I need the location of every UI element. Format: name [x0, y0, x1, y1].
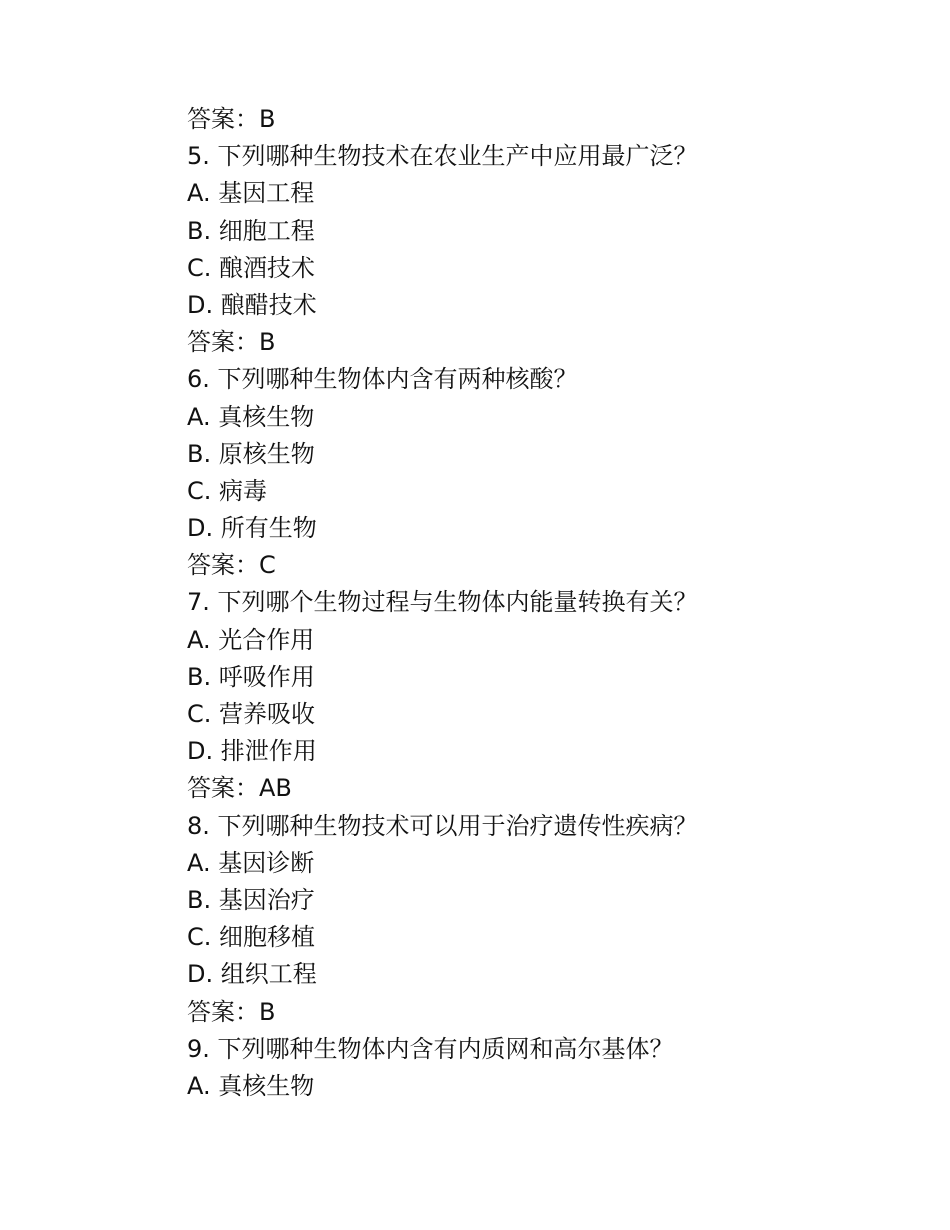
option-line: B. 呼吸作用: [187, 662, 315, 691]
option-line: B. 基因治疗: [187, 885, 315, 914]
question-9: 9. 下列哪种生物体内含有内质网和高尔基体？: [187, 1034, 674, 1063]
option-line: A. 光合作用: [187, 625, 315, 654]
option-line: B. 细胞工程: [187, 216, 315, 245]
question-7: 7. 下列哪个生物过程与生物体内能量转换有关？: [187, 588, 698, 617]
option-line: D. 所有生物: [187, 514, 317, 543]
answer-line: 答案：B: [187, 105, 276, 133]
question-5: 5. 下列哪种生物技术在农业生产中应用最广泛？: [187, 142, 698, 171]
option-line: A. 真核生物: [187, 402, 315, 431]
option-line: A. 真核生物: [187, 1071, 315, 1100]
question-list: [187, 101, 887, 1105]
option-line: D. 排泄作用: [187, 737, 317, 766]
answer-line: 答案：B: [187, 328, 276, 357]
option-line: B. 原核生物: [187, 439, 315, 468]
question-6: 6. 下列哪种生物体内含有两种核酸？: [187, 365, 578, 394]
option-line: C. 细胞移植: [187, 923, 316, 952]
option-line: D. 组织工程: [187, 960, 317, 989]
option-line: C. 病毒: [187, 476, 268, 505]
answer-line: 答案：B: [187, 997, 276, 1026]
answer-line: 答案：C: [187, 551, 276, 580]
option-line: C. 营养吸收: [187, 700, 316, 728]
question-8: 8. 下列哪种生物技术可以用于治疗遗传性疾病？: [187, 811, 698, 840]
answer-line: 答案：AB: [187, 774, 292, 803]
option-line: C. 酿酒技术: [187, 253, 316, 282]
option-line: A. 基因工程: [187, 179, 315, 208]
option-line: A. 基因诊断: [187, 848, 315, 877]
option-line: D. 酿醋技术: [187, 290, 317, 319]
